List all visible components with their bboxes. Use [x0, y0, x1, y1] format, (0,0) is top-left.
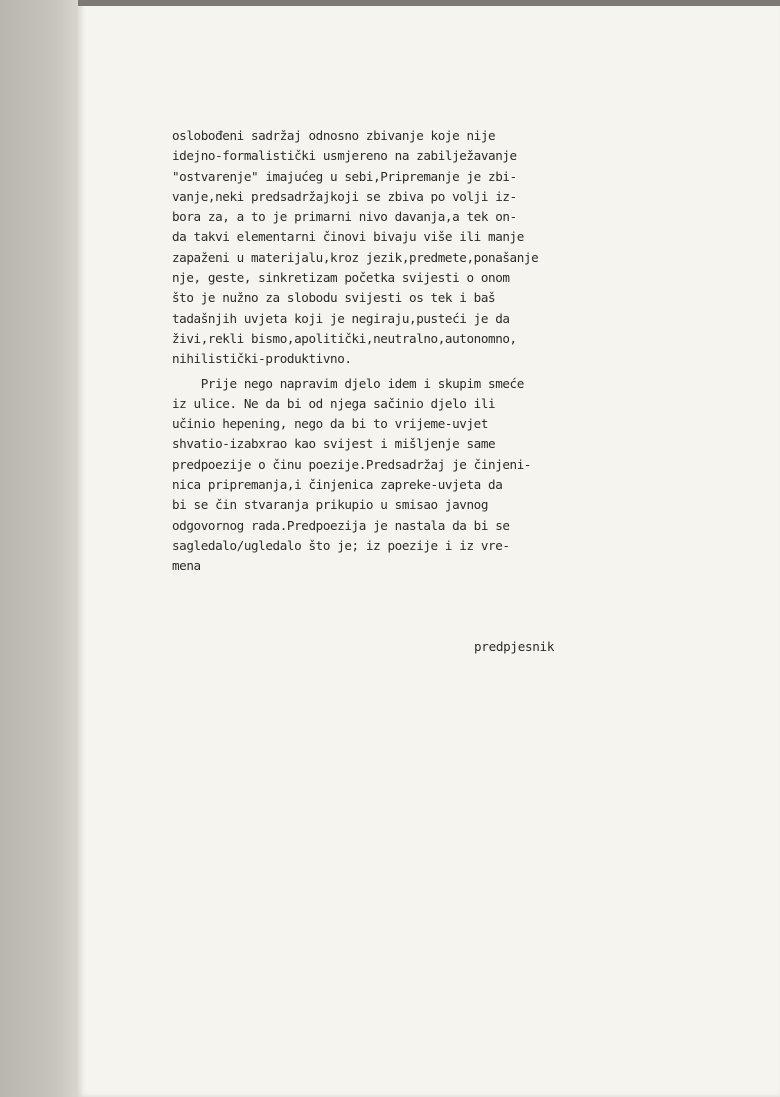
text-line: Prije nego napravim djelo idem i skupim smeće [172, 375, 524, 391]
scan-left-margin [0, 0, 78, 1097]
text-line: učinio hepening, nego da bi to vrijeme-uvjet [172, 416, 489, 432]
text-line: tadašnjih uvjeta koji je negiraju,pusteći je da [172, 310, 510, 326]
text-line: shvatio-izabxrao kao svijest i mišljenje same [172, 436, 496, 452]
text-line: nica pripremanja,i činjenica zapreke-uvjeta da [172, 477, 503, 493]
text-line: iz ulice. Ne da bi od njega sačinio djelo ili [172, 395, 496, 411]
text-line: nje, geste, sinkretizam početka svijesti o onom [172, 270, 510, 286]
text-line: što je nužno za slobodu svijesti os tek i baš [172, 290, 496, 306]
scan-top-edge [78, 0, 780, 6]
text-line: sagledalo/ugledalo što je; iz poezije i iz vre- [172, 537, 510, 553]
text-line: bi se čin stvaranja prikupio u smisao javnog [172, 497, 489, 513]
text-line: da takvi elementarni činovi bivaju više ili manje [172, 229, 524, 245]
text-line: vanje,neki predsadržajkoji se zbiva po volji iz- [172, 188, 517, 204]
text-line: nihilistički-produktivno. [172, 351, 352, 367]
text-line: bora za, a to je primarni nivo davanja,a tek on- [172, 209, 517, 225]
paragraph-1 [172, 126, 662, 370]
paragraph-2 [172, 374, 662, 577]
text-line: oslobođeni sadržaj odnosno zbivanje koje nije [172, 128, 496, 143]
text-line: idejno-formalistički usmjereno na zabilježavanje [172, 148, 517, 164]
text-line: odgovornog rada.Predpoezija je nastala da bi se [172, 517, 510, 533]
text-line: mena [172, 558, 201, 574]
text-line: "ostvarenje" imajućeg u sebi,Pripremanje je zbi- [172, 168, 517, 184]
text-line: živi,rekli bismo,apolitički,neutralno,autonomno, [172, 330, 517, 346]
text-line: predpoezije o činu poezije.Predsadržaj je činjeni- [172, 456, 532, 472]
text-line: zapaženi u materijalu,kroz jezik,predmete,ponašanje [172, 249, 539, 265]
typed-text-block [172, 126, 662, 577]
signature-text: predpjesnik [474, 639, 555, 654]
